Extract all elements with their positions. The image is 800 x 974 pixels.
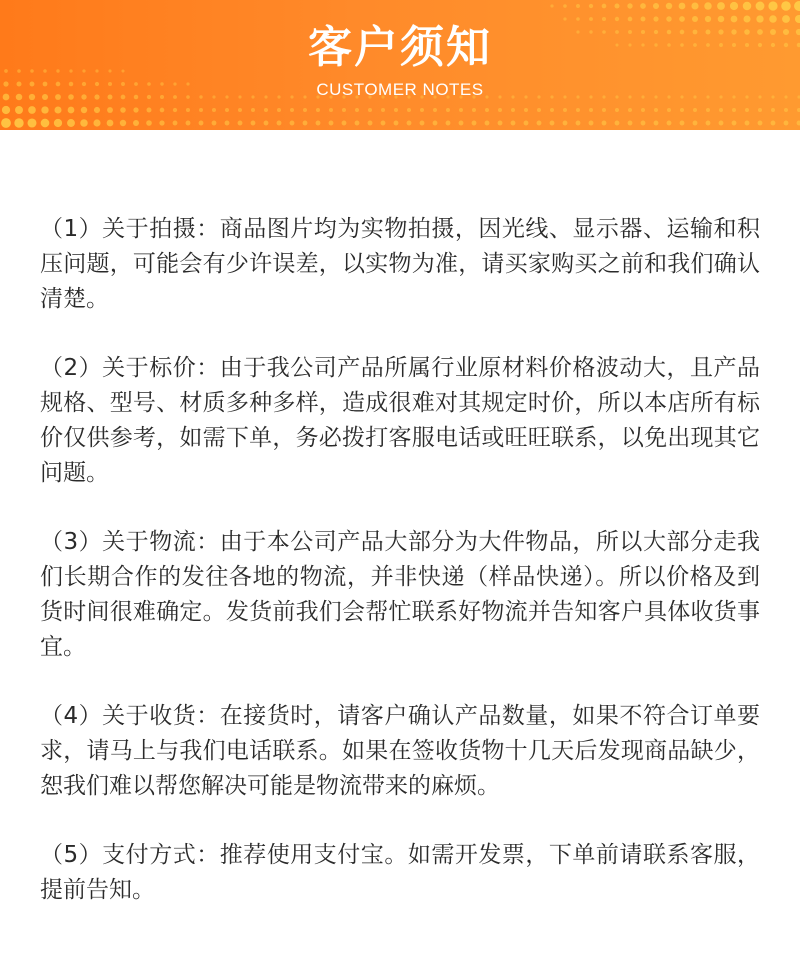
note-pricing: （2）关于标价：由于我公司产品所属行业原材料价格波动大，且产品规格、型号、材质多种多样，造成很难对其规定时价，所以本店所有标价仅供参考，如需下单，务必拨打客服电话或旺旺联系，以免出现其它问题。 (40, 355, 760, 486)
page-title: 客户须知 (308, 22, 492, 73)
note-logistics: （3）关于物流：由于本公司产品大部分为大件物品，所以大部分走我们长期合作的发往各地的物流，并非快递（样品快递）。所以价格及到货时间很难确定。发货前我们会帮忙联系好物流并告知客户具体收货事宜。 (40, 529, 760, 660)
page-subtitle: CUSTOMER NOTES (316, 80, 484, 99)
header-banner (0, 0, 800, 130)
note-shooting: （1）关于拍摄：商品图片均为实物拍摄，因光线、显示器、运输和积压问题，可能会有少许误差，以实物为准，请买家购买之前和我们确认清楚。 (40, 216, 760, 312)
note-payment: （5）支付方式：推荐使用支付宝。如需开发票，下单前请联系客服，提前告知。 (40, 842, 760, 903)
note-receiving: （4）关于收货：在接货时，请客户确认产品数量，如果不符合订单要求，请马上与我们电话联系。如果在签收货物十几天后发现商品缺少，恕我们难以帮您解决可能是物流带来的麻烦。 (40, 703, 760, 799)
notes-list (40, 212, 760, 942)
